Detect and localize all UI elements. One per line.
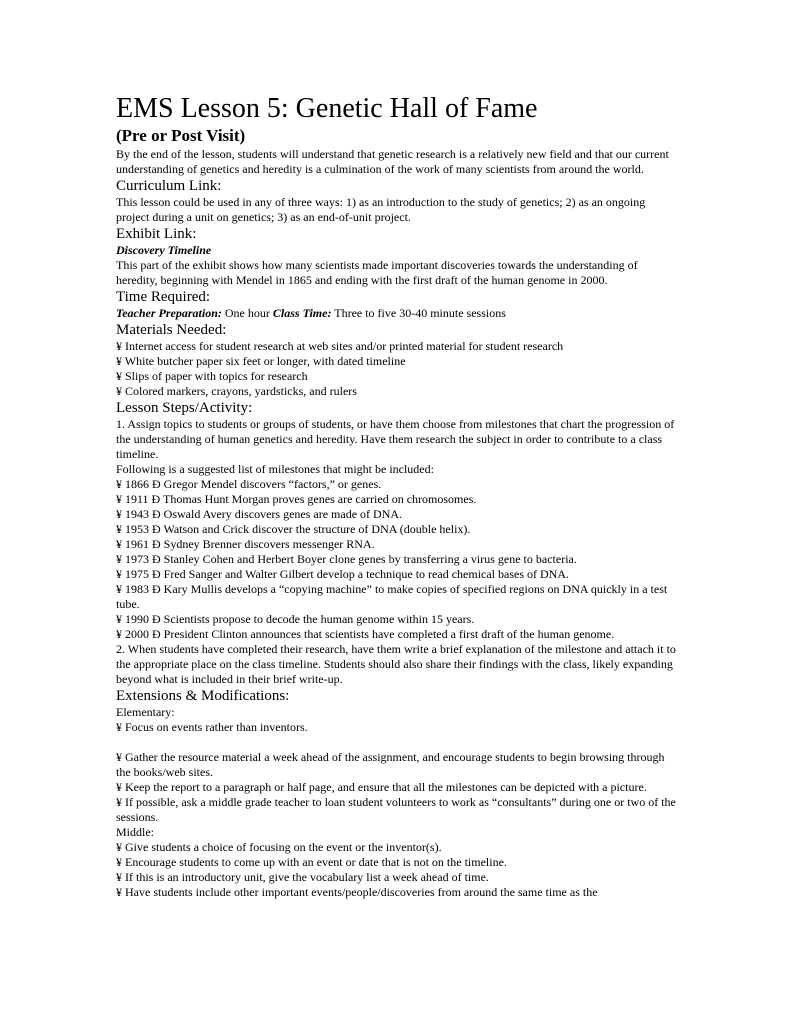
list-item: ¥ Have students include other important events/people/discoveries from around the same time as the: [116, 885, 598, 899]
curriculum-heading: Curriculum Link:: [116, 178, 222, 194]
class-value: Three to five 30-40 minute sessions: [331, 306, 506, 320]
list-item: ¥ 1975 Ð Fred Sanger and Walter Gilbert develop a technique to read chemical bases of DNA.: [116, 567, 569, 581]
document-page: [116, 92, 676, 900]
list-item: ¥ Gather the resource material a week ahead of the assignment, and encourage students to begin browsing through the books/web sites.: [116, 750, 665, 779]
exhibit-text: This part of the exhibit shows how many scientists made important discoveries towards the understanding of heredity, beginning with Mendel in 1865 and ending with the first draft of the human genome in 2000.: [116, 258, 638, 287]
list-item: ¥ Encourage students to come up with an event or date that is not on the timeline.: [116, 855, 507, 869]
milestones-list: [116, 477, 676, 642]
list-item: ¥ 1911 Ð Thomas Hunt Morgan proves genes are carried on chromosomes.: [116, 492, 477, 506]
middle-label: Middle:: [116, 825, 154, 839]
list-item: ¥ 1983 Ð Kary Mullis develops a “copying machine” to make copies of specified regions on DNA quickly in a test tube.: [116, 582, 668, 611]
list-item: ¥ White butcher paper six feet or longer, with dated timeline: [116, 354, 406, 368]
list-item: ¥ Colored markers, crayons, yardsticks, and rulers: [116, 384, 357, 398]
materials-list: [116, 339, 676, 399]
page-title: EMS Lesson 5: Genetic Hall of Fame: [116, 93, 538, 124]
list-item: ¥ 1973 Ð Stanley Cohen and Herbert Boyer clone genes by transferring a virus gene to bacteria.: [116, 552, 577, 566]
list-item: ¥ 1953 Ð Watson and Crick discover the structure of DNA (double helix).: [116, 522, 471, 536]
elementary-label: Elementary:: [116, 705, 175, 719]
curriculum-text: This lesson could be used in any of three ways: 1) as an introduction to the study of genetics; 2) as an ongoing project during a unit on genetics; 3) as an end-of-unit project.: [116, 195, 646, 224]
materials-heading: Materials Needed:: [116, 322, 227, 338]
list-item: ¥ 2000 Ð President Clinton announces that scientists have completed a first draft of the human genome.: [116, 627, 615, 641]
list-item: ¥ 1866 Ð Gregor Mendel discovers “factors,” or genes.: [116, 477, 382, 491]
blank-line: [116, 735, 676, 750]
list-item: ¥ Give students a choice of focusing on the event or the inventor(s).: [116, 840, 442, 854]
steps-heading: Lesson Steps/Activity:: [116, 400, 253, 416]
list-item: ¥ Internet access for student research at web sites and/or printed material for student research: [116, 339, 564, 353]
list-item: ¥ Keep the report to a paragraph or half page, and ensure that all the milestones can be depicted with a picture.: [116, 780, 647, 794]
list-item: ¥ Slips of paper with topics for research: [116, 369, 308, 383]
list-item: ¥ 1961 Ð Sydney Brenner discovers messenger RNA.: [116, 537, 375, 551]
class-label: Class Time:: [272, 306, 332, 320]
step-1: 1. Assign topics to students or groups of students, or have them choose from milestones that chart the progression of the understanding of human genetics and heredity. Have them research the subject in order to contribute to a class timeline.: [116, 417, 675, 461]
exhibit-heading: Exhibit Link:: [116, 226, 197, 242]
prep-value: One hour: [221, 306, 273, 320]
intro-paragraph: By the end of the lesson, students will understand that genetic research is a relatively new field and that our current understanding of genetics and heredity is a culmination of the work of many scientists from around the world.: [116, 147, 669, 176]
prep-label: Teacher Preparation:: [116, 306, 222, 320]
milestones-intro: Following is a suggested list of milestones that might be included:: [116, 462, 434, 476]
list-item: ¥ 1990 Ð Scientists propose to decode the human genome within 15 years.: [116, 612, 475, 626]
time-heading: Time Required:: [116, 289, 211, 305]
page-subtitle: (Pre or Post Visit): [116, 126, 246, 145]
extensions-heading: Extensions & Modifications:: [116, 688, 290, 704]
time-text: [116, 306, 676, 321]
step-2: 2. When students have completed their research, have them write a brief explanation of the milestone and attach it to the appropriate place on the class timeline. Students should also share their findings with the class, likely expanding beyond what is included in their brief write-up.: [116, 642, 676, 686]
list-item: ¥ If this is an introductory unit, give the vocabulary list a week ahead of time.: [116, 870, 489, 884]
list-item: ¥ 1943 Ð Oswald Avery discovers genes are made of DNA.: [116, 507, 403, 521]
list-item: ¥ Focus on events rather than inventors.: [116, 720, 308, 734]
exhibit-subheading: Discovery Timeline: [116, 243, 212, 257]
list-item: ¥ If possible, ask a middle grade teacher to loan student volunteers to work as “consultants” during one or two of the sessions.: [116, 795, 676, 824]
